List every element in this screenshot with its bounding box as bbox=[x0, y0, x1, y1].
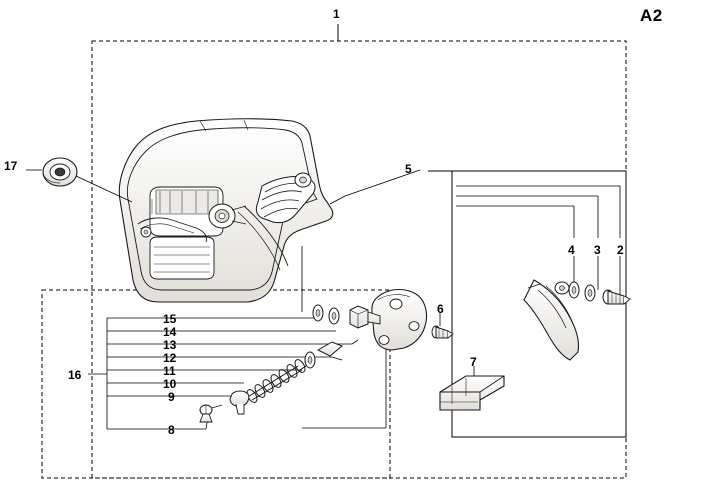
spring-assembly-part bbox=[230, 342, 342, 414]
bushing-part bbox=[43, 158, 77, 186]
washer-part-15 bbox=[313, 305, 323, 321]
channel-bracket-part bbox=[440, 376, 504, 410]
washer-part-4 bbox=[569, 282, 579, 298]
callout-12: 12 bbox=[163, 351, 177, 365]
callout-7: 7 bbox=[470, 355, 477, 369]
callout-17: 17 bbox=[4, 159, 18, 173]
handle-housing bbox=[119, 119, 332, 302]
callout-15: 15 bbox=[163, 312, 177, 326]
callout-4: 4 bbox=[568, 243, 575, 257]
spring-washer-part-3 bbox=[585, 285, 595, 301]
callout-16: 16 bbox=[68, 368, 82, 382]
callout-11: 11 bbox=[163, 364, 176, 378]
spacer-part-14 bbox=[329, 308, 339, 324]
callout-10: 10 bbox=[163, 377, 177, 391]
plate-code-label: A2 bbox=[640, 6, 663, 25]
callout-13: 13 bbox=[163, 338, 177, 352]
callout-1: 1 bbox=[333, 7, 340, 21]
callout-3: 3 bbox=[594, 243, 601, 257]
screw-part-8 bbox=[200, 405, 222, 422]
screw-part-6 bbox=[432, 326, 453, 338]
callout-2: 2 bbox=[617, 243, 624, 257]
callout-5: 5 bbox=[405, 162, 412, 176]
callout-9: 9 bbox=[168, 390, 175, 404]
callout-8: 8 bbox=[168, 423, 175, 437]
callout-14: 14 bbox=[163, 325, 177, 339]
callout-6: 6 bbox=[437, 302, 444, 316]
